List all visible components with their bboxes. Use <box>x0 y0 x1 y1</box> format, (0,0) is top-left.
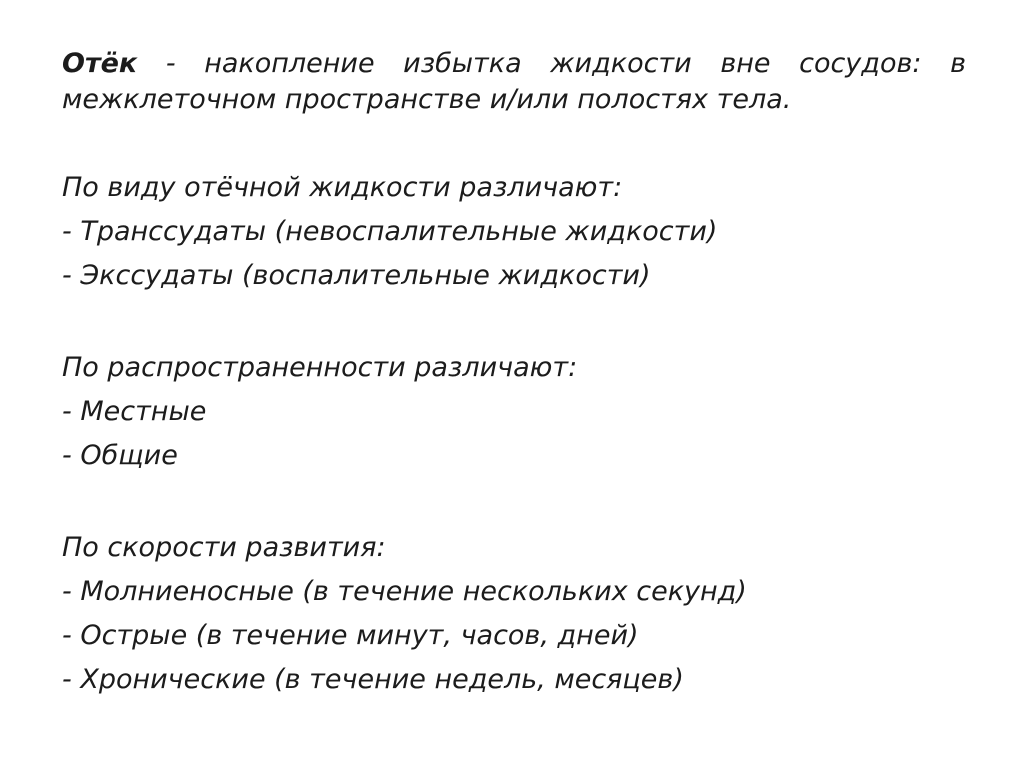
fluid-type-classification <box>62 166 966 298</box>
group-heading: По виду отёчной жидкости различают: <box>62 172 623 203</box>
development-speed-classification <box>62 526 966 702</box>
list-item: - Местные <box>62 390 966 434</box>
definition-term: Отёк <box>62 48 138 79</box>
slide-content <box>62 46 966 702</box>
group-heading: По распространенности различают: <box>62 352 578 383</box>
group-heading: По скорости развития: <box>62 532 386 563</box>
list-item: - Общие <box>62 434 966 478</box>
list-item: - Экссудаты (воспалительные жидкости) <box>62 254 966 298</box>
list-item: - Молниеносные (в течение нескольких секунд) <box>62 570 966 614</box>
list-item: - Острые (в течение минут, часов, дней) <box>62 614 966 658</box>
edema-definition <box>62 46 966 118</box>
list-item: - Транссудаты (невоспалительные жидкости) <box>62 210 966 254</box>
prevalence-classification <box>62 346 966 478</box>
definition-text: - накопление избытка жидкости вне сосудов: в межклеточном пространстве и/или полостях тела. <box>62 48 966 115</box>
list-item: - Хронические (в течение недель, месяцев) <box>62 658 966 702</box>
